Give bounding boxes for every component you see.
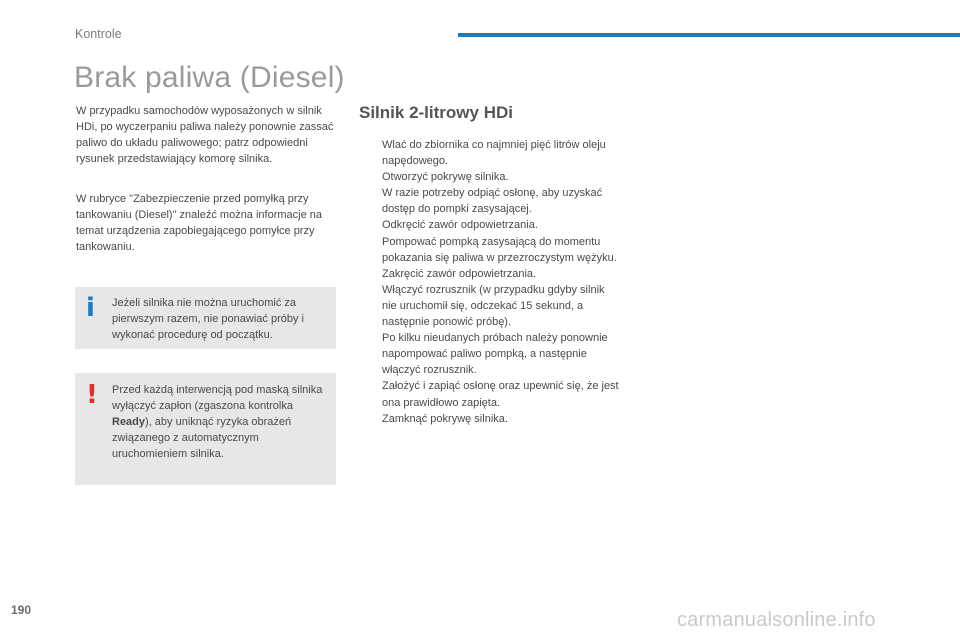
section-label: Kontrole	[75, 27, 122, 41]
procedure-step	[359, 282, 621, 330]
warning-note	[75, 373, 336, 485]
intro-paragraph-2: W rubryce "Zabezpieczenie przed pomyłką przy tankowaniu (Diesel)" znaleźć można informacje na temat urządzenia zapobiegającego pomyłce przy tankowaniu.	[76, 193, 323, 253]
ready-indicator-label: Ready	[112, 416, 146, 428]
info-icon: i	[86, 293, 95, 323]
step-text: Wlać do zbiornika co najmniej pięć litrów oleju napędowego.	[382, 139, 606, 168]
procedure-step	[359, 411, 621, 427]
procedure-step	[359, 234, 621, 266]
step-text: Założyć i zapiąć osłonę oraz upewnić się, że jest ona prawidłowo zapięta.	[382, 380, 619, 409]
info-note-text: Jeżeli silnika nie można uruchomić za pierwszym razem, nie ponawiać próby i wykonać procedurę od początku.	[112, 297, 304, 341]
procedure-step	[359, 169, 621, 185]
intro-paragraph-1: W przypadku samochodów wyposażonych w silnik HDi, po wyczerpaniu paliwa należy ponownie zassać paliwo do układu paliwowego; patrz odpowiedni rysunek przedstawiający komorę silnika.	[76, 105, 334, 165]
watermark: carmanualsonline.info	[677, 609, 876, 631]
step-text: Zakręcić zawór odpowietrzania.	[382, 267, 537, 280]
procedure-list	[359, 137, 621, 427]
warning-text-part: ), aby uniknąć ryzyka obrażeń związanego z automatycznym uruchomieniem silnika.	[112, 416, 292, 460]
warning-text-part: Przed każdą interwencją pod maską silnika wyłączyć zapłon (zgaszona kontrolka	[112, 384, 323, 412]
engine-section	[359, 103, 621, 427]
procedure-step	[359, 137, 621, 169]
info-note	[75, 287, 336, 349]
section-title: Silnik 2-litrowy HDi	[359, 103, 513, 122]
procedure-step	[359, 266, 621, 282]
header-accent-bar	[458, 33, 960, 37]
step-text: Odkręcić zawór odpowietrzania.	[382, 219, 538, 232]
step-text: Pompować pompką zasysającą do momentu pokazania się paliwa w przezroczystym wężyku.	[382, 235, 617, 264]
procedure-step	[359, 378, 621, 410]
intro-column	[76, 103, 338, 279]
step-text: Zamknąć pokrywę silnika.	[382, 412, 508, 425]
step-text: W razie potrzeby odpiąć osłonę, aby uzyskać dostęp do pompki zasysającej.	[382, 187, 603, 216]
procedure-step	[359, 185, 621, 217]
procedure-step	[359, 217, 621, 233]
step-text: Po kilku nieudanych próbach należy ponownie napompować paliwo pompką, a następnie włączyć rozrusznik.	[382, 332, 608, 377]
step-text: Otworzyć pokrywę silnika.	[382, 171, 509, 184]
procedure-step	[359, 330, 621, 378]
warning-note-text	[112, 382, 330, 462]
page-number: 190	[11, 603, 32, 617]
page-title: Brak paliwa (Diesel)	[74, 61, 345, 94]
warning-icon: !	[86, 380, 98, 410]
step-text: Włączyć rozrusznik (w przypadku gdyby silnik nie uruchomił się, odczekać 15 sekund, a następnie ponowić próbę).	[382, 283, 605, 329]
